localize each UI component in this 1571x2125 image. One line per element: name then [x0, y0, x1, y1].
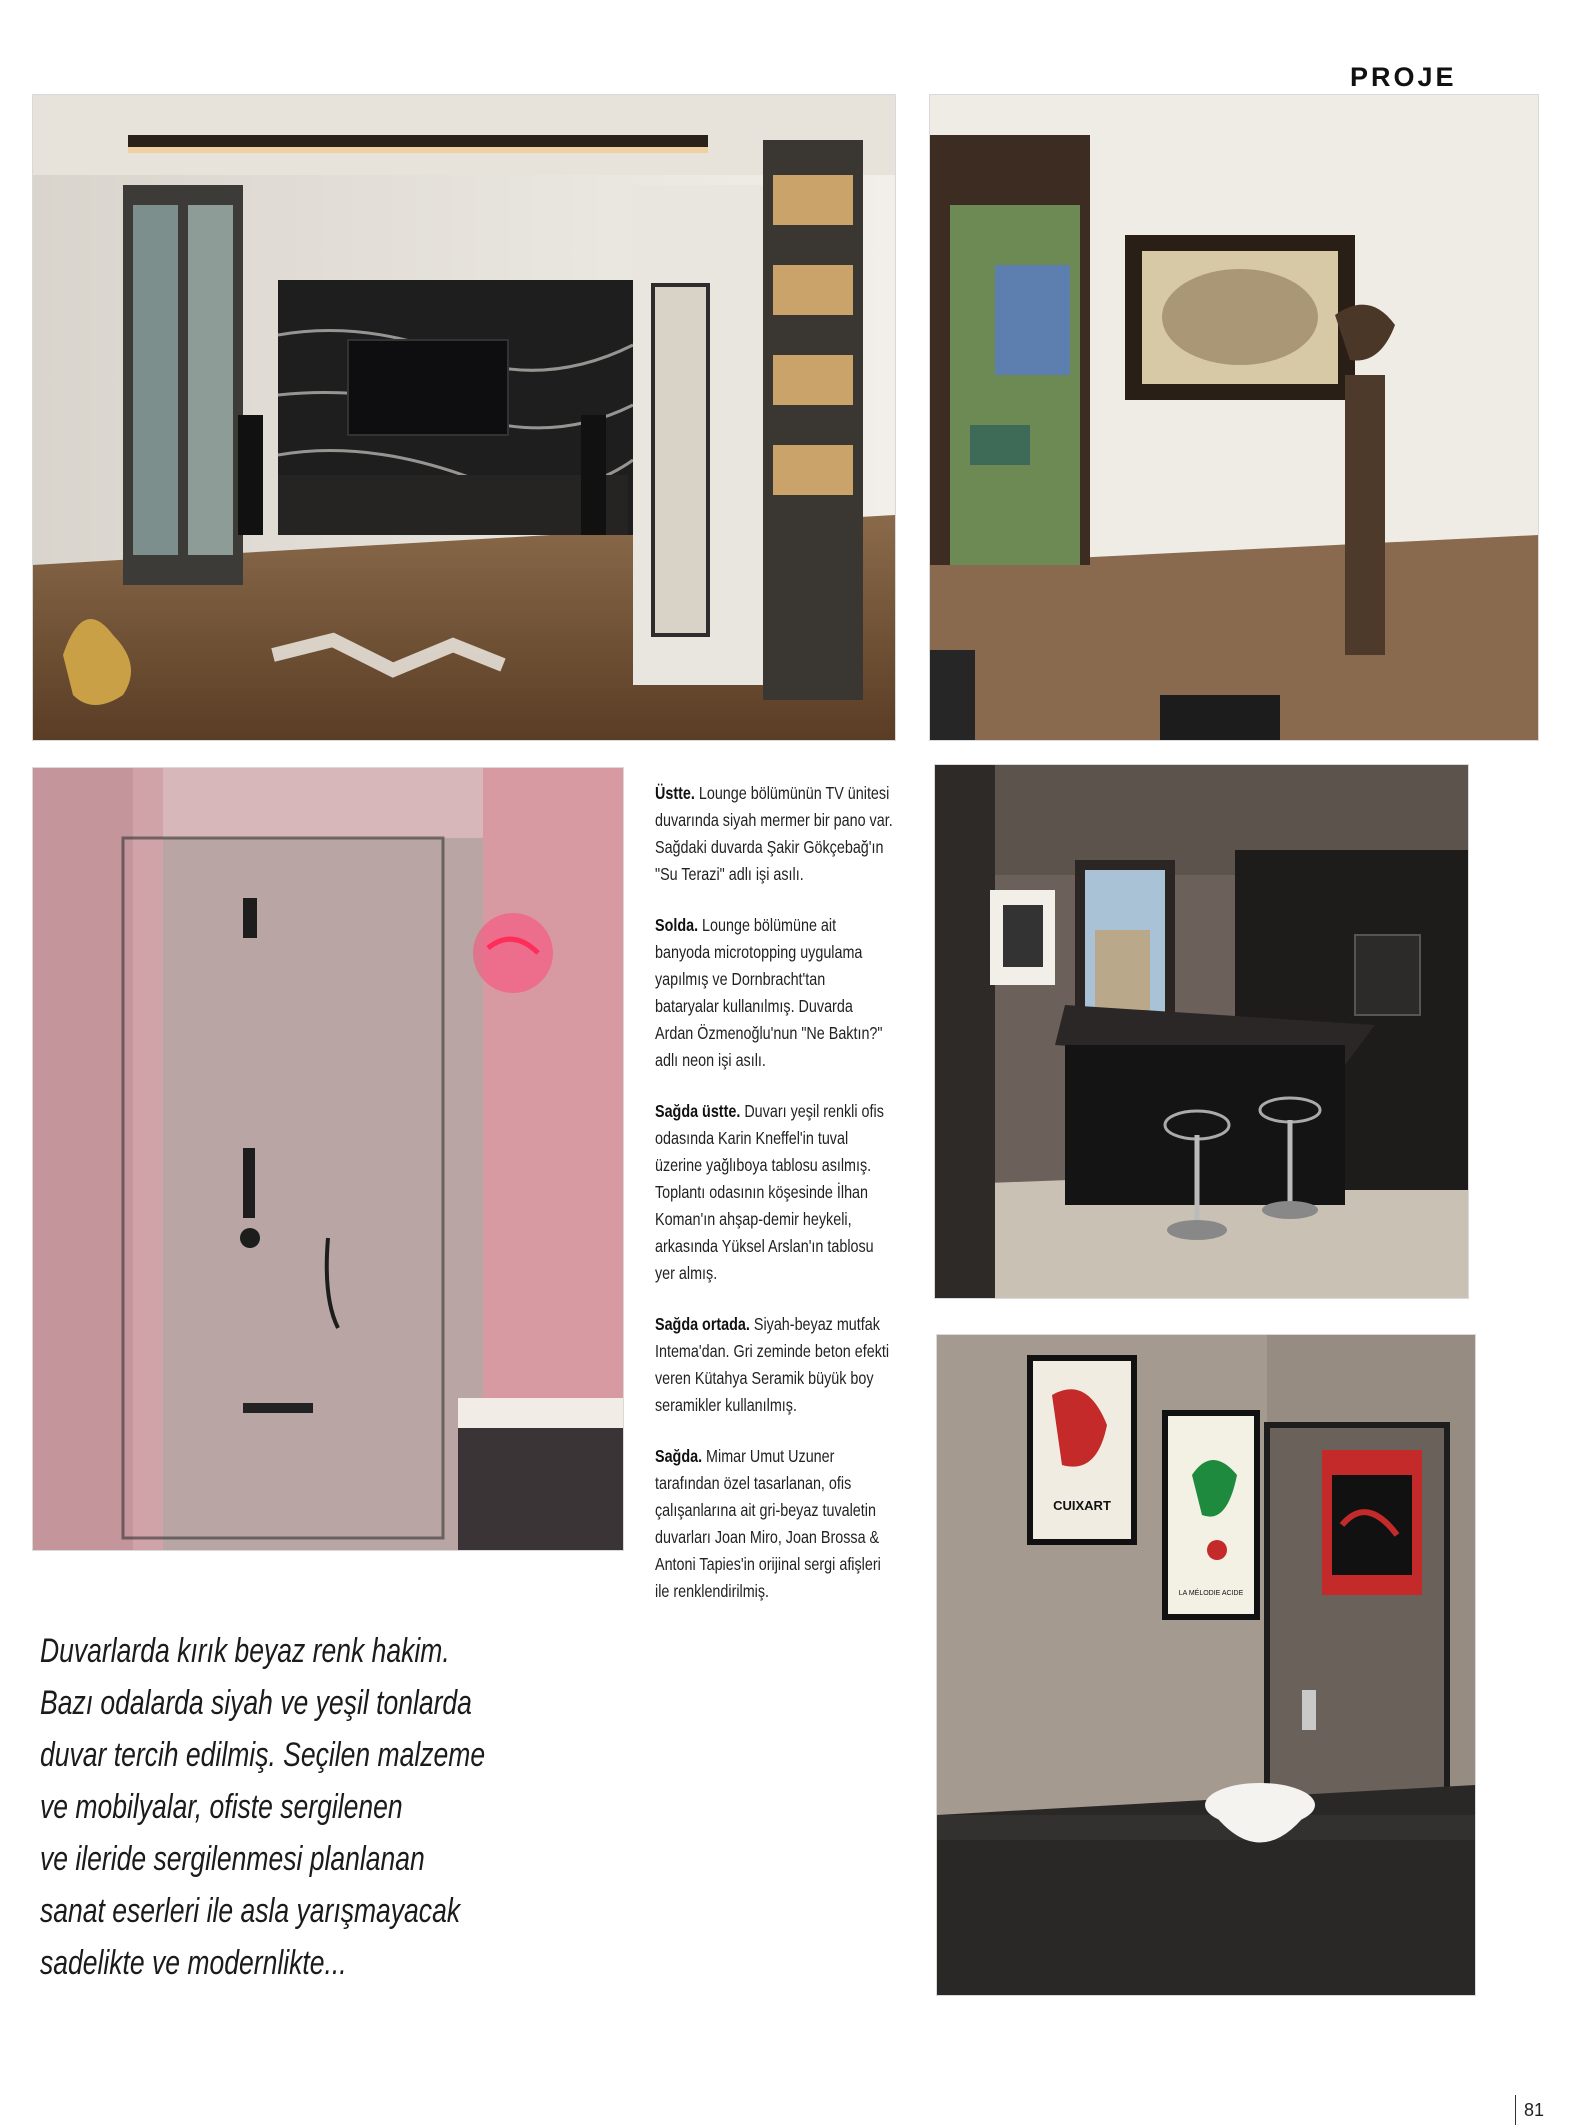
poster-cuixart-text: CUIXART: [1053, 1498, 1111, 1513]
poster-melodie-text: LA MÉLODIE ACIDE: [1178, 1590, 1244, 1597]
caption-lead: Sağda üstte.: [655, 1101, 741, 1121]
caption-lead: Sağda ortada.: [655, 1314, 750, 1334]
caption-text: Mimar Umut Uzuner tarafından özel tasarlanan, ofis çalışanlarına ait gri-beyaz tuvaletin duvarları Joan Miro, Joan Brossa & Antoni Tapies'in orijinal sergi afişleri ile renklendirilmiş.: [655, 1446, 881, 1601]
caption-lead: Solda.: [655, 915, 699, 935]
section-label: PROJE: [1350, 62, 1457, 92]
caption-text: Duvarı yeşil renkli ofis odasında Karin Kneffel'in tuval üzerine yağlıboya tablosu asılmış. Toplantı odasının köşesinde İlhan Koman'ın ahşap-demir heykeli, arkasında Yüksel Arslan'ın tablosu yer almış.: [655, 1101, 884, 1283]
caption-text: Siyah-beyaz mutfak Intema'dan. Gri zeminde beton efekti veren Kütahya Seramik büyük boy seramikler kullanılmış.: [655, 1314, 890, 1415]
page-number: 81: [1515, 2095, 1544, 2125]
caption-left: [655, 912, 893, 1074]
photo-kitchen: [935, 765, 1468, 1298]
photo-restroom-posters: [937, 1335, 1475, 1995]
photo-office-green-room: [930, 95, 1538, 740]
quote-line: sanat eserleri ile asla yarışmayacak: [40, 1892, 461, 1930]
caption-right: [655, 1443, 893, 1605]
caption-text: Lounge bölümüne ait banyoda microtopping uygulama yapılmış ve Dornbracht'tan bataryalar kullanılmış. Duvarda Ardan Özmenoğlu'nun "Ne Baktın?" adlı neon işi asılı.: [655, 915, 883, 1070]
quote-line: duvar tercih edilmiş. Seçilen malzeme: [40, 1736, 486, 1774]
quote-line: ve ileride sergilenmesi planlanan: [40, 1840, 425, 1878]
quote-line: ve mobilyalar, ofiste sergilenen: [40, 1788, 403, 1826]
pull-quote: [40, 1625, 492, 1989]
caption-top: [655, 780, 893, 888]
caption-right-middle: [655, 1311, 893, 1419]
photo-lounge-tv-wall: [33, 95, 895, 740]
photo-bathroom-neon: [33, 768, 623, 1550]
caption-lead: Üstte.: [655, 783, 695, 803]
quote-line: sadelikte ve modernlikte...: [40, 1944, 347, 1982]
caption-lead: Sağda.: [655, 1446, 703, 1466]
quote-line: Bazı odalarda siyah ve yeşil tonlarda: [40, 1684, 472, 1722]
quote-line: Duvarlarda kırık beyaz renk hakim.: [40, 1632, 450, 1670]
photo-captions: [655, 780, 893, 1629]
caption-text: Lounge bölümünün TV ünitesi duvarında siyah mermer bir pano var. Sağdaki duvarda Şakir Gökçebağ'ın "Su Terazi" adlı işi asılı.: [655, 783, 893, 884]
caption-right-top: [655, 1098, 893, 1287]
